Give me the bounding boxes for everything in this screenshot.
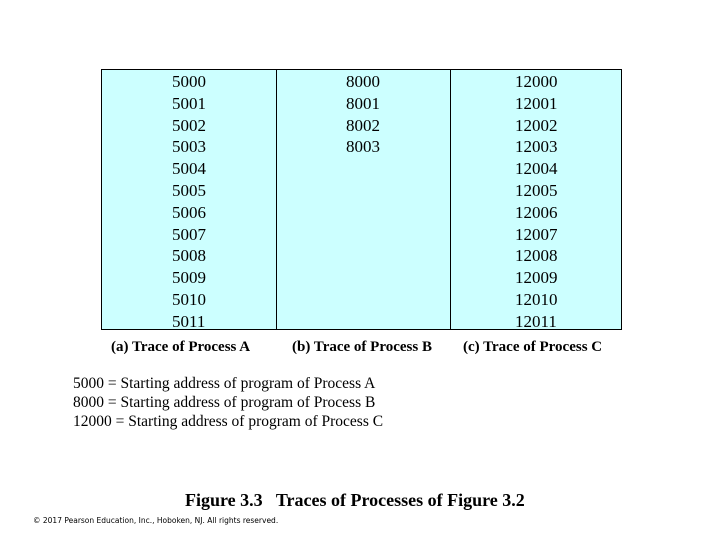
trace-address: 12006 [515,202,558,222]
trace-list-a [172,71,206,330]
trace-address: 8000 [346,72,380,91]
trace-address: 5010 [172,289,206,309]
trace-address: 8003 [346,137,380,157]
legend-item: 8000 = Starting address of program of Process B [73,394,376,411]
trace-address: 5001 [172,93,206,113]
trace-address: 12000 [515,72,558,91]
trace-address: 5009 [172,268,206,288]
figure-title: Figure 3.3 Traces of Processes of Figure 3.2 [185,490,525,510]
trace-address: 5007 [172,224,206,244]
trace-address: 5002 [172,115,206,135]
trace-address: 8001 [346,93,380,113]
trace-table [101,69,622,330]
trace-address: 5008 [172,246,206,266]
trace-address: 5000 [172,72,206,91]
trace-address: 12010 [515,289,558,309]
trace-address: 5003 [172,137,206,157]
legend-item: 5000 = Starting address of program of Process A [73,375,376,392]
trace-address: 12001 [515,93,558,113]
trace-address: 12007 [515,224,558,244]
trace-address: 12005 [515,180,558,200]
trace-list-b [346,71,380,158]
trace-address: 12003 [515,137,558,157]
caption-process-a: (a) Trace of Process A [111,339,251,355]
trace-address: 5004 [172,159,206,179]
trace-column-c [451,70,621,329]
trace-address: 12011 [515,311,557,330]
legend-item: 12000 = Starting address of program of Process C [73,413,384,430]
trace-column-a [102,70,277,329]
trace-address: 12002 [515,115,558,135]
trace-column-b [277,70,451,329]
caption-process-b: (b) Trace of Process B [292,339,432,355]
trace-list-c [515,71,558,330]
trace-address: 5011 [172,311,206,330]
caption-process-c: (c) Trace of Process C [463,339,603,355]
trace-address: 12004 [515,159,558,179]
trace-address: 12009 [515,268,558,288]
trace-address: 8002 [346,115,380,135]
trace-address: 5005 [172,180,206,200]
copyright-notice: © 2017 Pearson Education, Inc., Hoboken, NJ. All rights reserved. [33,516,279,525]
address-legend [73,374,383,431]
trace-address: 12008 [515,246,558,266]
trace-address: 5006 [172,202,206,222]
